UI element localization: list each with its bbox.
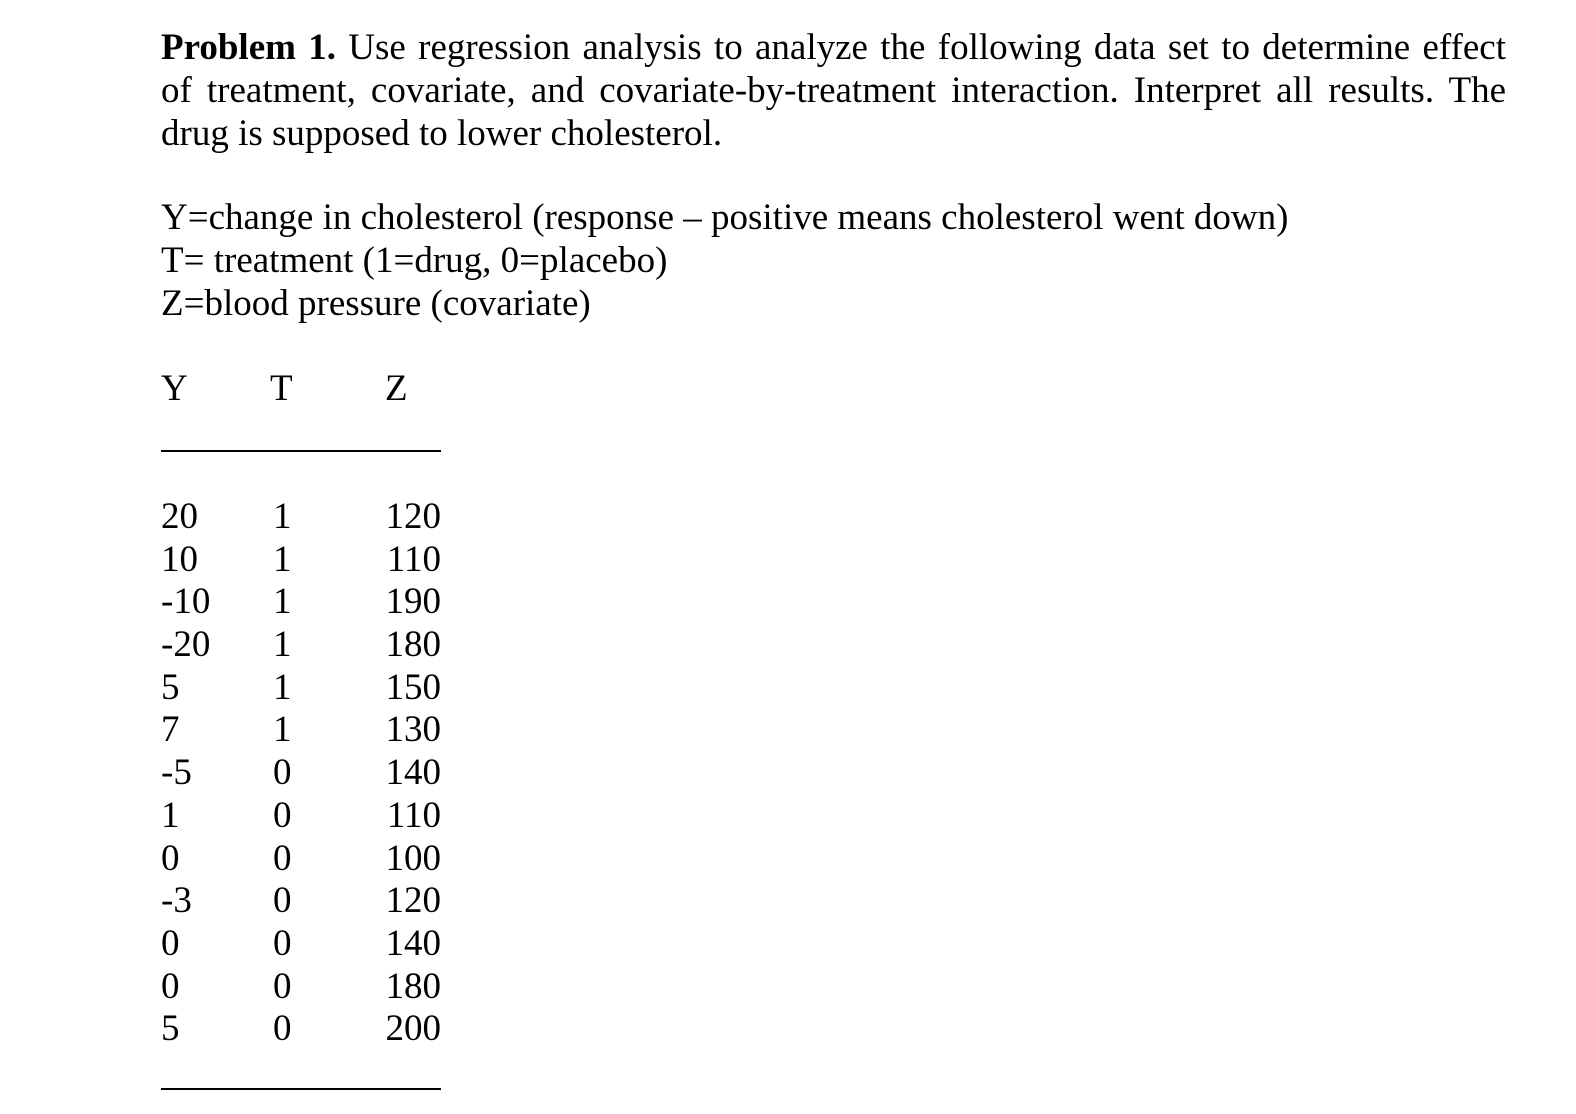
cell-z: 180 bbox=[385, 624, 441, 666]
cell-t: 1 bbox=[273, 496, 292, 537]
cell-z: 110 bbox=[386, 538, 441, 580]
cell-y: -5 bbox=[161, 752, 192, 794]
table-row bbox=[161, 965, 441, 1008]
cell-y: 1 bbox=[161, 794, 180, 836]
table-top-rule bbox=[161, 450, 441, 452]
cell-y: 0 bbox=[161, 922, 180, 964]
table-row bbox=[161, 837, 441, 880]
definition-t: T= treatment (1=drug, 0=placebo) bbox=[161, 240, 668, 281]
problem-label: Problem 1. bbox=[161, 27, 336, 68]
cell-z: 140 bbox=[385, 752, 441, 794]
cell-t: 0 bbox=[273, 965, 292, 1007]
cell-t: 1 bbox=[273, 709, 292, 751]
problem-text: Use regression analysis to analyze the following data set to determine effect of treatment, covariate, and covariate-by-treatment interaction. Interpret all results. The drug is supposed to lower cholesterol. bbox=[161, 27, 1506, 154]
column-header-y: Y bbox=[161, 368, 188, 409]
cell-t: 0 bbox=[273, 752, 292, 794]
table-row bbox=[161, 708, 441, 751]
table-row bbox=[161, 495, 441, 538]
table-row bbox=[161, 794, 441, 837]
table-row bbox=[161, 751, 441, 794]
cell-y: -20 bbox=[161, 624, 211, 666]
cell-z: 180 bbox=[385, 965, 441, 1007]
cell-z: 200 bbox=[385, 1008, 441, 1050]
cell-t: 0 bbox=[273, 794, 292, 836]
cell-z: 130 bbox=[385, 709, 441, 751]
cell-z: 110 bbox=[386, 794, 441, 836]
table-row bbox=[161, 1007, 441, 1050]
cell-t: 1 bbox=[273, 538, 292, 580]
table-row bbox=[161, 623, 441, 666]
cell-y: 0 bbox=[161, 965, 180, 1007]
cell-z: 150 bbox=[385, 666, 441, 708]
cell-z: 140 bbox=[385, 922, 441, 964]
table-bottom-rule bbox=[161, 1088, 441, 1090]
cell-y: 7 bbox=[161, 709, 180, 751]
cell-z: 100 bbox=[385, 837, 441, 879]
cell-y: 5 bbox=[161, 666, 180, 708]
cell-t: 1 bbox=[273, 624, 292, 666]
cell-t: 0 bbox=[273, 880, 292, 922]
table-row bbox=[161, 922, 441, 965]
table-body bbox=[161, 495, 441, 1050]
cell-z: 120 bbox=[385, 496, 441, 537]
cell-y: 5 bbox=[161, 1008, 180, 1050]
cell-t: 0 bbox=[273, 1008, 292, 1050]
table-row bbox=[161, 580, 441, 623]
definition-z: Z=blood pressure (covariate) bbox=[161, 283, 591, 324]
table-row bbox=[161, 666, 441, 709]
column-header-z: Z bbox=[385, 368, 408, 409]
cell-t: 0 bbox=[273, 837, 292, 879]
cell-t: 1 bbox=[273, 666, 292, 708]
cell-y: 20 bbox=[161, 496, 198, 537]
cell-z: 120 bbox=[385, 880, 441, 922]
cell-y: 0 bbox=[161, 837, 180, 879]
cell-t: 1 bbox=[273, 581, 292, 623]
cell-y: -10 bbox=[161, 581, 211, 623]
definition-y: Y=change in cholesterol (response – positive means cholesterol went down) bbox=[161, 197, 1289, 238]
table-row bbox=[161, 538, 441, 581]
column-header-t: T bbox=[270, 368, 293, 409]
cell-t: 0 bbox=[273, 922, 292, 964]
cell-y: -3 bbox=[161, 880, 192, 922]
table-row bbox=[161, 879, 441, 922]
cell-y: 10 bbox=[161, 538, 198, 580]
cell-z: 190 bbox=[385, 581, 441, 623]
data-table bbox=[161, 0, 441, 1114]
